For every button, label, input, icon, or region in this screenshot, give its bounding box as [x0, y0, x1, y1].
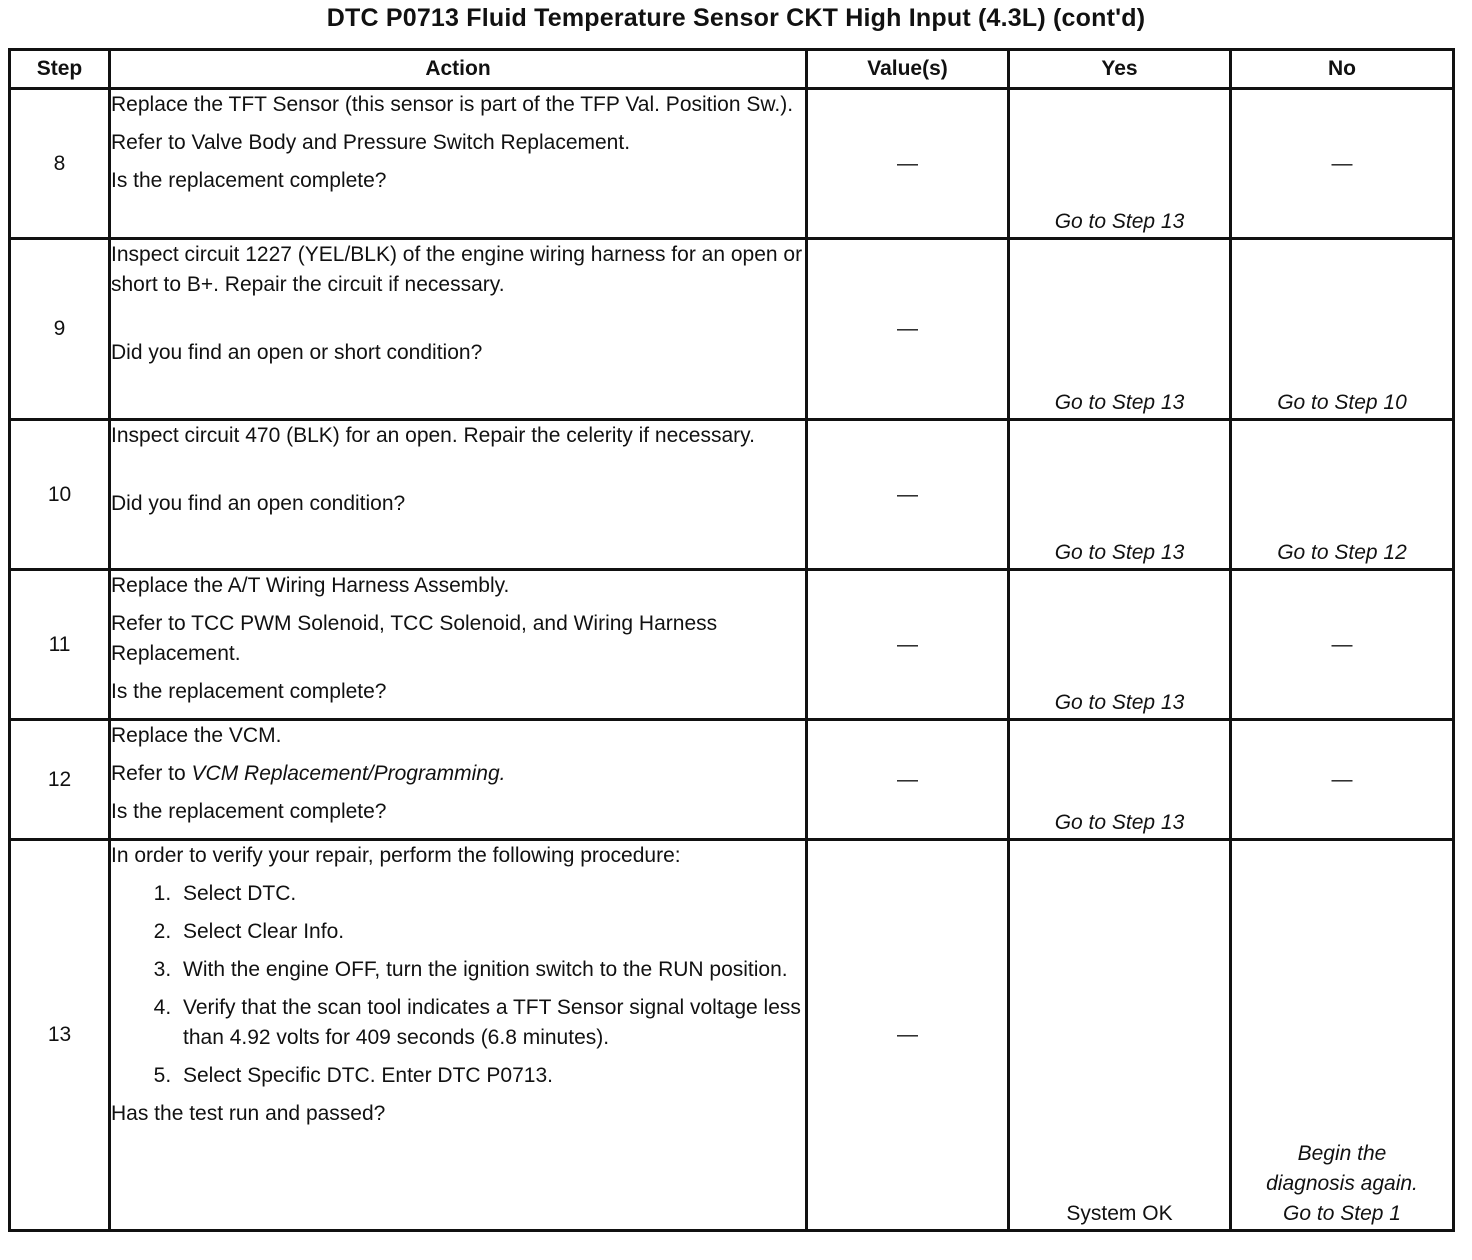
action-question: Is the replacement complete? [111, 800, 387, 823]
document-title: DTC P0713 Fluid Temperature Sensor CKT High Input (4.3L) (cont'd) [326, 4, 1146, 32]
yes-cell [1009, 570, 1231, 720]
action-text: Refer to Valve Body and Pressure Switch Replacement. [111, 131, 631, 154]
yes-cell [1009, 239, 1231, 420]
step-number: 8 [10, 89, 110, 239]
action-text: In order to verify your repair, perform the following procedure: [111, 844, 681, 867]
action-question: Is the replacement complete? [111, 680, 387, 703]
procedure-step: 1. Select DTC. [177, 879, 805, 909]
step-number: 11 [10, 570, 110, 720]
no-result: — [1331, 632, 1353, 656]
value-cell: — [807, 840, 1009, 1231]
procedure-step: 3. With the engine OFF, turn the ignition switch to the RUN position. [177, 955, 805, 985]
step-number: 13 [10, 840, 110, 1231]
action-text: Replace the VCM. [111, 724, 282, 747]
column-header-values: Value(s) [807, 50, 1009, 89]
value-cell: — [807, 89, 1009, 239]
no-cell [1231, 840, 1454, 1231]
table-row-step-13 [10, 840, 1454, 1231]
column-header-action: Action [110, 50, 807, 89]
step-number: 9 [10, 239, 110, 420]
yes-result: Go to Step 13 [1054, 391, 1185, 414]
table-row-step-11 [10, 570, 1454, 720]
no-cell [1231, 89, 1454, 239]
value-cell: — [807, 239, 1009, 420]
no-result-line: diagnosis again. [1266, 1172, 1418, 1195]
no-result: Go to Step 12 [1277, 541, 1407, 564]
action-cell [110, 840, 807, 1231]
action-question: Is the replacement complete? [111, 169, 387, 192]
dtc-table [8, 48, 1455, 1232]
no-cell [1231, 720, 1454, 840]
action-reference-lead: Refer to [111, 762, 186, 785]
no-result: Go to Step 10 [1277, 391, 1407, 414]
step-number: 10 [10, 420, 110, 570]
no-cell [1231, 420, 1454, 570]
yes-result: Go to Step 13 [1054, 210, 1185, 233]
procedure-step: 2. Select Clear Info. [177, 917, 805, 947]
step-number: 12 [10, 720, 110, 840]
action-reference [111, 759, 805, 789]
value-cell: — [807, 420, 1009, 570]
action-text: Inspect circuit 1227 (YEL/BLK) of the engine wiring harness for an open or short to B+. Repair the circuit if necessary. [111, 243, 803, 296]
action-reference-title: VCM Replacement/Programming. [191, 762, 506, 785]
procedure-step: 4. Verify that the scan tool indicates a TFT Sensor signal voltage less than 4.92 volts for 409 seconds (6.8 minutes). [177, 993, 805, 1053]
column-header-yes: Yes [1009, 50, 1231, 89]
column-header-step: Step [10, 50, 110, 89]
action-text: Replace the TFT Sensor (this sensor is part of the TFP Val. Position Sw.). [111, 93, 794, 116]
action-question: Has the test run and passed? [111, 1102, 386, 1125]
action-cell [110, 239, 807, 420]
no-result-line: Go to Step 1 [1283, 1202, 1401, 1225]
action-question: Did you find an open condition? [111, 492, 406, 515]
value-cell: — [807, 570, 1009, 720]
column-header-no: No [1231, 50, 1454, 89]
action-cell [110, 570, 807, 720]
table-header-row [10, 50, 1454, 89]
table-row-step-10 [10, 420, 1454, 570]
yes-result: System OK [1066, 1202, 1173, 1225]
action-question: Did you find an open or short condition? [111, 341, 483, 364]
action-text: Replace the A/T Wiring Harness Assembly. [111, 574, 510, 597]
action-cell [110, 720, 807, 840]
yes-cell [1009, 89, 1231, 239]
table-row-step-8 [10, 89, 1454, 239]
action-text: Refer to TCC PWM Solenoid, TCC Solenoid, and Wiring Harness Replacement. [111, 612, 718, 665]
table-row-step-9 [10, 239, 1454, 420]
yes-cell [1009, 840, 1231, 1231]
procedure-step: 5. Select Specific DTC. Enter DTC P0713. [177, 1061, 805, 1091]
action-text: Inspect circuit 470 (BLK) for an open. Repair the celerity if necessary. [111, 424, 755, 447]
no-cell [1231, 570, 1454, 720]
no-result-line: Begin the [1297, 1142, 1387, 1165]
value-cell: — [807, 720, 1009, 840]
yes-result: Go to Step 13 [1054, 811, 1185, 834]
table-row-step-12 [10, 720, 1454, 840]
action-cell [110, 420, 807, 570]
yes-cell [1009, 420, 1231, 570]
yes-result: Go to Step 13 [1054, 691, 1185, 714]
no-result: — [1331, 151, 1353, 175]
yes-result: Go to Step 13 [1054, 541, 1185, 564]
action-cell [110, 89, 807, 239]
procedure-list [111, 879, 805, 1091]
no-result: — [1331, 767, 1353, 791]
yes-cell [1009, 720, 1231, 840]
no-cell [1231, 239, 1454, 420]
